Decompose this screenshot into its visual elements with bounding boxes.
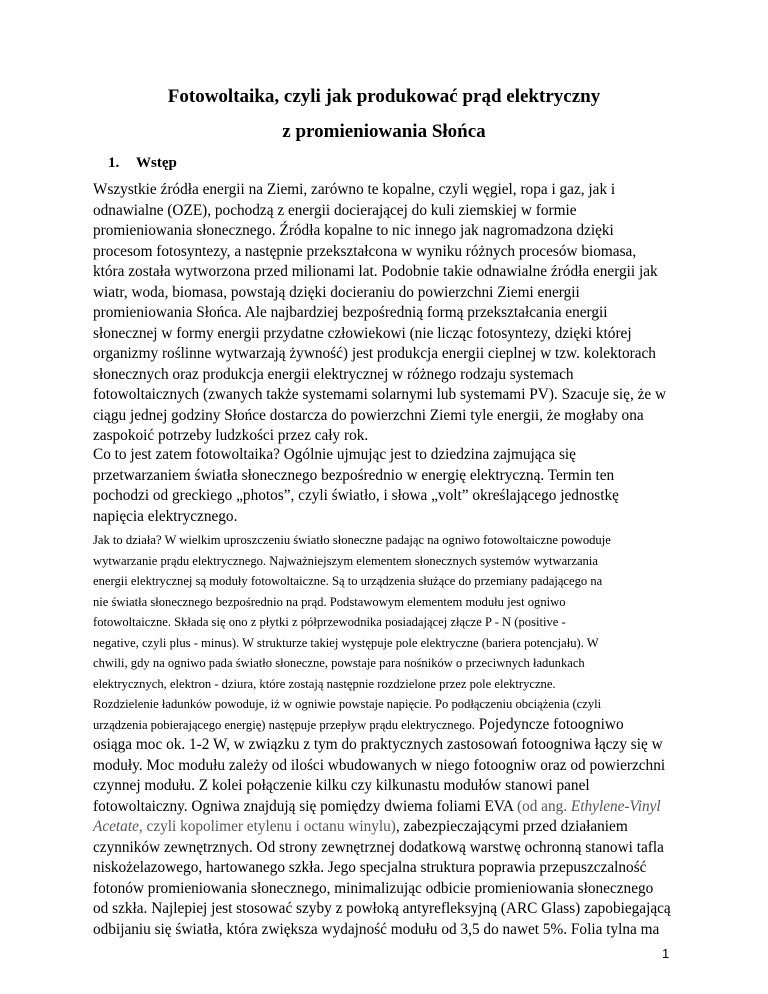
text-line: Rozdzielenie ładunków powoduje, iż w ogniwie powstaje napięcie. Po podłączeniu obciążenia (czyli	[93, 697, 602, 711]
text-line: procesom fotosyntezy, a następnie przekształcona w wyniku różnych procesów biomasa,	[93, 242, 637, 260]
paragraph-how-it-works	[93, 530, 693, 940]
paragraph-definition	[93, 445, 693, 527]
text-line: Wszystkie źródła energii na Ziemi, zarówno te kopalne, czyli węgiel, ropa i gaz, jak i	[93, 181, 616, 198]
text-line: negative, czyli plus - minus). W strukturze takiej występuje pole elektryczne (bariera potencjału). W	[93, 635, 599, 650]
text-line-mixed	[93, 797, 693, 818]
text-line: słonecznej w formy energii przydatne człowiekowi (nie licząc fotosyntezy, dzięki której	[93, 324, 632, 342]
paragraph-intro	[93, 180, 693, 447]
text-line: napięcia elektrycznego.	[93, 507, 238, 525]
text-line: osiąga moc ok. 1-2 W, w związku z tym do praktycznych zastosowań fotoogniwa łączy się w	[93, 736, 663, 753]
text-line: wiatr, woda, biomasa, powstają dzięki docieraniu do powierzchni Ziemi energii	[93, 283, 580, 301]
text-line: chwili, gdy na ogniwo pada światło słoneczne, powstaje para nośników o przeciwnych ładunkach	[93, 656, 585, 670]
text-fragment-italic: Ethylene-Vinyl	[570, 797, 661, 815]
text-line: czynników zewnętrznych. Od strony zewnętrznej dodatkową warstwę ochronną stanowi tafla	[93, 838, 664, 856]
text-line: fotonów promieniowania słonecznego, minimalizując odbicie promieniowania słonecznego	[93, 879, 654, 897]
section-heading	[108, 155, 177, 172]
text-line: wytwarzanie prądu elektrycznego. Najważniejszym elementem słonecznych systemów wytwarzania	[93, 553, 598, 568]
text-line: odbijaniu się światła, która zwiększa wydajność modułu od 3,5 do nawet 5%. Folia tylna ma	[93, 920, 660, 938]
section-number: 1.	[108, 155, 120, 171]
text-fragment-italic: Acetate	[93, 818, 139, 835]
text-line: pochodzi od greckiego „photos”, czyli światło, i słowa „volt” określającego jednostkę	[93, 487, 619, 504]
document-title-line-2: z promieniowania Słońca	[282, 121, 486, 142]
document-title-line-1: Fotowoltaika, czyli jak produkować prąd elektryczny	[167, 86, 601, 107]
text-line: nie światła słonecznego bezpośrednio na prąd. Podstawowym elementem modułu jest ogniwo	[93, 594, 566, 609]
text-line: organizmy roślinne wytwarzają żywność) jest produkcja energii cieplnej w tzw. kolektorach	[93, 345, 656, 362]
text-line: słonecznych oraz produkcja energii elektrycznej w różnego rodzaju systemach	[93, 365, 574, 383]
text-line: energii elektrycznej są moduły fotowoltaiczne. Są to urządzenia służące do przemiany padającego na	[93, 574, 603, 588]
page-number: 1	[662, 946, 670, 961]
text-fragment: urządzenia pobierającego energię) następuje przepływ prądu elektrycznego.	[93, 717, 475, 732]
text-line: elektrycznych, elektron - dziura, które zostają następnie rozdzielone przez pole elektryczne.	[93, 676, 556, 691]
text-line: promieniowania słonecznego. Źródła kopalne to nic innego jak nagromadzona dzięki	[93, 222, 614, 239]
text-fragment: (od ang.	[516, 797, 571, 815]
text-line: czynnej modułu. Z kolei połączenie kilku czy kilkunastu modułów stanowi panel	[93, 777, 590, 794]
text-line: Jak to działa? W wielkim uproszczeniu światło słoneczne padając na ogniwo fotowoltaiczne powoduje	[93, 533, 611, 547]
text-line: ciągu jednej godziny Słońce dostarcza do powierzchni Ziemi tyle energii, że mogłaby ona	[93, 406, 644, 424]
text-line: fotowoltaicznych (zwanych także systemami solarnymi lub systemami PV). Szacuje się, że w	[93, 386, 667, 403]
text-line: przetwarzaniem światła słonecznego bezpośrednio w energię elektryczną. Termin ten	[93, 466, 615, 484]
text-fragment: Pojedyncze fotoogniwo	[474, 715, 624, 733]
text-fragment: fotowoltaiczny. Ogniwa znajdują się pomiędzy dwiema foliami EVA	[93, 797, 517, 815]
text-line: która została wytworzona przed milionami lat. Podobnie takie odnawialne źródła energii jak	[93, 263, 658, 280]
text-fragment: , czyli kopolimer etylenu i octanu winylu)	[138, 818, 396, 835]
text-line: moduły. Moc modułu zależy od ilości wbudowanych w niego fotoogniw oraz od powierzchni	[93, 756, 666, 774]
section-title: Wstęp	[136, 155, 177, 171]
text-fragment: , zabezpieczającymi przed działaniem	[395, 818, 628, 835]
text-line: niskożelazowego, hartowanego szkła. Jego specjalna struktura poprawia przepuszczalność	[93, 859, 647, 876]
text-line: od szkła. Najlepiej jest stosować szyby z powłoką antyrefleksyjną (ARC Glass) zapobiegającą	[93, 900, 671, 917]
text-line-mixed	[93, 715, 693, 736]
text-line: zaspokoić potrzeby ludzkości przez cały rok.	[93, 427, 369, 444]
text-line-mixed	[93, 817, 693, 838]
text-line: promieniowania Słońca. Ale najbardziej bezpośrednią formą przekształcania energii	[93, 304, 608, 321]
text-line: odnawialne (OZE), pochodzą z energii docierającej do kuli ziemskiej w formie	[93, 201, 577, 219]
text-line: fotowoltaiczne. Składa się ono z płytki z półprzewodnika posiadającej złącze P - N (positive -	[93, 615, 566, 629]
text-line: Co to jest zatem fotowoltaika? Ogólnie ujmując jest to dziedzina zajmująca się	[93, 446, 576, 463]
